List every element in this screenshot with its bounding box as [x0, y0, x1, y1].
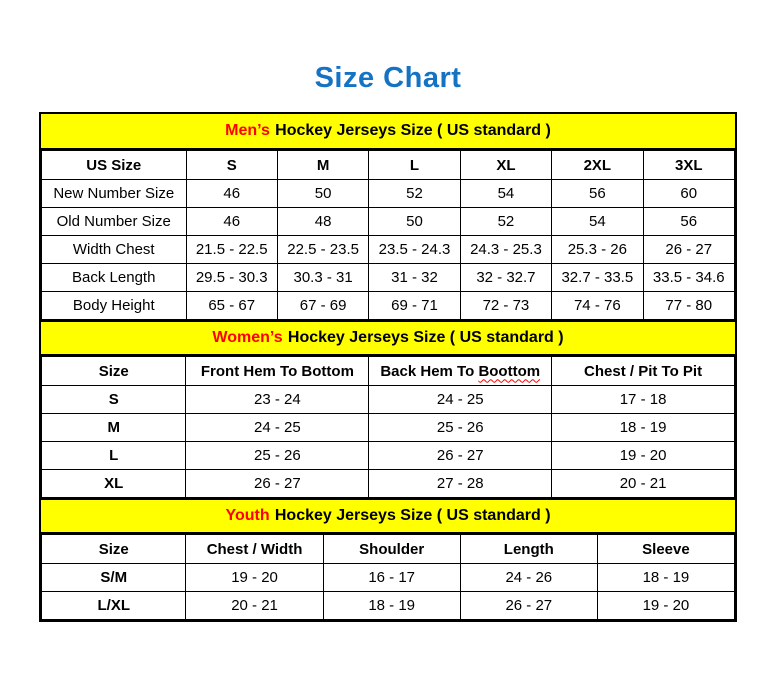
table-row	[42, 592, 735, 620]
section-banner-mens	[41, 114, 735, 150]
cell-value: 25 - 26	[369, 414, 552, 442]
banner-text: Hockey Jerseys Size ( US standard )	[274, 507, 551, 524]
header-row	[42, 535, 735, 564]
column-header: Length	[460, 535, 597, 564]
column-header: XL	[460, 151, 551, 180]
cell-value: 54	[552, 208, 643, 236]
cell-value: 18 - 19	[552, 414, 735, 442]
table-row	[42, 564, 735, 592]
page-title: Size Chart	[314, 62, 462, 94]
column-header: 2XL	[552, 151, 643, 180]
column-header: 3XL	[643, 151, 734, 180]
column-header: Size	[42, 535, 186, 564]
cell-value: 65 - 67	[186, 292, 277, 320]
cell-value: 19 - 20	[186, 564, 323, 592]
banner-highlight: Youth	[225, 507, 270, 524]
column-header: Size	[42, 357, 186, 386]
table-row	[42, 236, 735, 264]
row-label: L	[42, 442, 186, 470]
cell-value: 26 - 27	[460, 592, 597, 620]
section-banner-womens	[41, 320, 735, 356]
cell-value: 21.5 - 22.5	[186, 236, 277, 264]
row-label: New Number Size	[42, 180, 187, 208]
row-label: S	[42, 386, 186, 414]
cell-value: 46	[186, 208, 277, 236]
cell-value: 26 - 27	[369, 442, 552, 470]
section-mens	[41, 114, 735, 320]
row-label: S/M	[42, 564, 186, 592]
column-header: Sleeve	[597, 535, 734, 564]
cell-value: 17 - 18	[552, 386, 735, 414]
column-header: Chest / Pit To Pit	[552, 357, 735, 386]
table-row	[42, 414, 735, 442]
table-row	[42, 442, 735, 470]
column-header: Front Hem To Bottom	[186, 357, 369, 386]
row-label: Body Height	[42, 292, 187, 320]
cell-value: 72 - 73	[460, 292, 551, 320]
cell-value: 48	[277, 208, 368, 236]
column-header: US Size	[42, 151, 187, 180]
size-table-womens	[41, 356, 735, 498]
row-label: XL	[42, 470, 186, 498]
cell-value: 77 - 80	[643, 292, 734, 320]
row-label: Old Number Size	[42, 208, 187, 236]
cell-value: 23 - 24	[186, 386, 369, 414]
cell-value: 33.5 - 34.6	[643, 264, 734, 292]
row-label: L/XL	[42, 592, 186, 620]
cell-value: 24 - 25	[369, 386, 552, 414]
cell-value: 26 - 27	[643, 236, 734, 264]
header-row	[42, 357, 735, 386]
table-row	[42, 386, 735, 414]
banner-text: Hockey Jerseys Size ( US standard )	[287, 329, 564, 346]
cell-value: 56	[643, 208, 734, 236]
cell-value: 20 - 21	[186, 592, 323, 620]
cell-value: 24 - 26	[460, 564, 597, 592]
cell-value: 56	[552, 180, 643, 208]
cell-value: 18 - 19	[597, 564, 734, 592]
cell-value: 52	[460, 208, 551, 236]
cell-value: 25.3 - 26	[552, 236, 643, 264]
cell-value: 52	[369, 180, 460, 208]
column-header: M	[277, 151, 368, 180]
row-label: Width Chest	[42, 236, 187, 264]
cell-value: 46	[186, 180, 277, 208]
table-row	[42, 292, 735, 320]
banner-highlight: Women’s	[212, 329, 283, 346]
header-row	[42, 151, 735, 180]
cell-value: 19 - 20	[597, 592, 734, 620]
cell-value: 29.5 - 30.3	[186, 264, 277, 292]
cell-value: 30.3 - 31	[277, 264, 368, 292]
size-chart	[39, 112, 737, 622]
row-label: M	[42, 414, 186, 442]
column-header: L	[369, 151, 460, 180]
cell-value: 31 - 32	[369, 264, 460, 292]
cell-value: 67 - 69	[277, 292, 368, 320]
cell-value: 74 - 76	[552, 292, 643, 320]
column-header: Chest / Width	[186, 535, 323, 564]
cell-value: 54	[460, 180, 551, 208]
size-table-youth	[41, 534, 735, 620]
section-womens	[41, 320, 735, 498]
banner-text: Hockey Jerseys Size ( US standard )	[275, 122, 551, 139]
cell-value: 22.5 - 23.5	[277, 236, 368, 264]
section-youth	[41, 498, 735, 620]
table-row	[42, 470, 735, 498]
column-header: S	[186, 151, 277, 180]
banner-highlight: Men’s	[225, 122, 270, 139]
size-table-mens	[41, 150, 735, 320]
cell-value: 60	[643, 180, 734, 208]
cell-value: 24 - 25	[186, 414, 369, 442]
cell-value: 69 - 71	[369, 292, 460, 320]
cell-value: 32 - 32.7	[460, 264, 551, 292]
cell-value: 16 - 17	[323, 564, 460, 592]
cell-value: 19 - 20	[552, 442, 735, 470]
cell-value: 26 - 27	[186, 470, 369, 498]
cell-value: 24.3 - 25.3	[460, 236, 551, 264]
cell-value: 50	[277, 180, 368, 208]
misspelled-word: Boottom	[478, 362, 541, 380]
column-header: Back Hem To Boottom	[369, 357, 552, 386]
cell-value: 32.7 - 33.5	[552, 264, 643, 292]
row-label: Back Length	[42, 264, 187, 292]
table-row	[42, 180, 735, 208]
table-row	[42, 208, 735, 236]
cell-value: 20 - 21	[552, 470, 735, 498]
cell-value: 23.5 - 24.3	[369, 236, 460, 264]
column-header: Shoulder	[323, 535, 460, 564]
table-row	[42, 264, 735, 292]
cell-value: 27 - 28	[369, 470, 552, 498]
cell-value: 50	[369, 208, 460, 236]
section-banner-youth	[41, 498, 735, 534]
cell-value: 18 - 19	[323, 592, 460, 620]
cell-value: 25 - 26	[186, 442, 369, 470]
